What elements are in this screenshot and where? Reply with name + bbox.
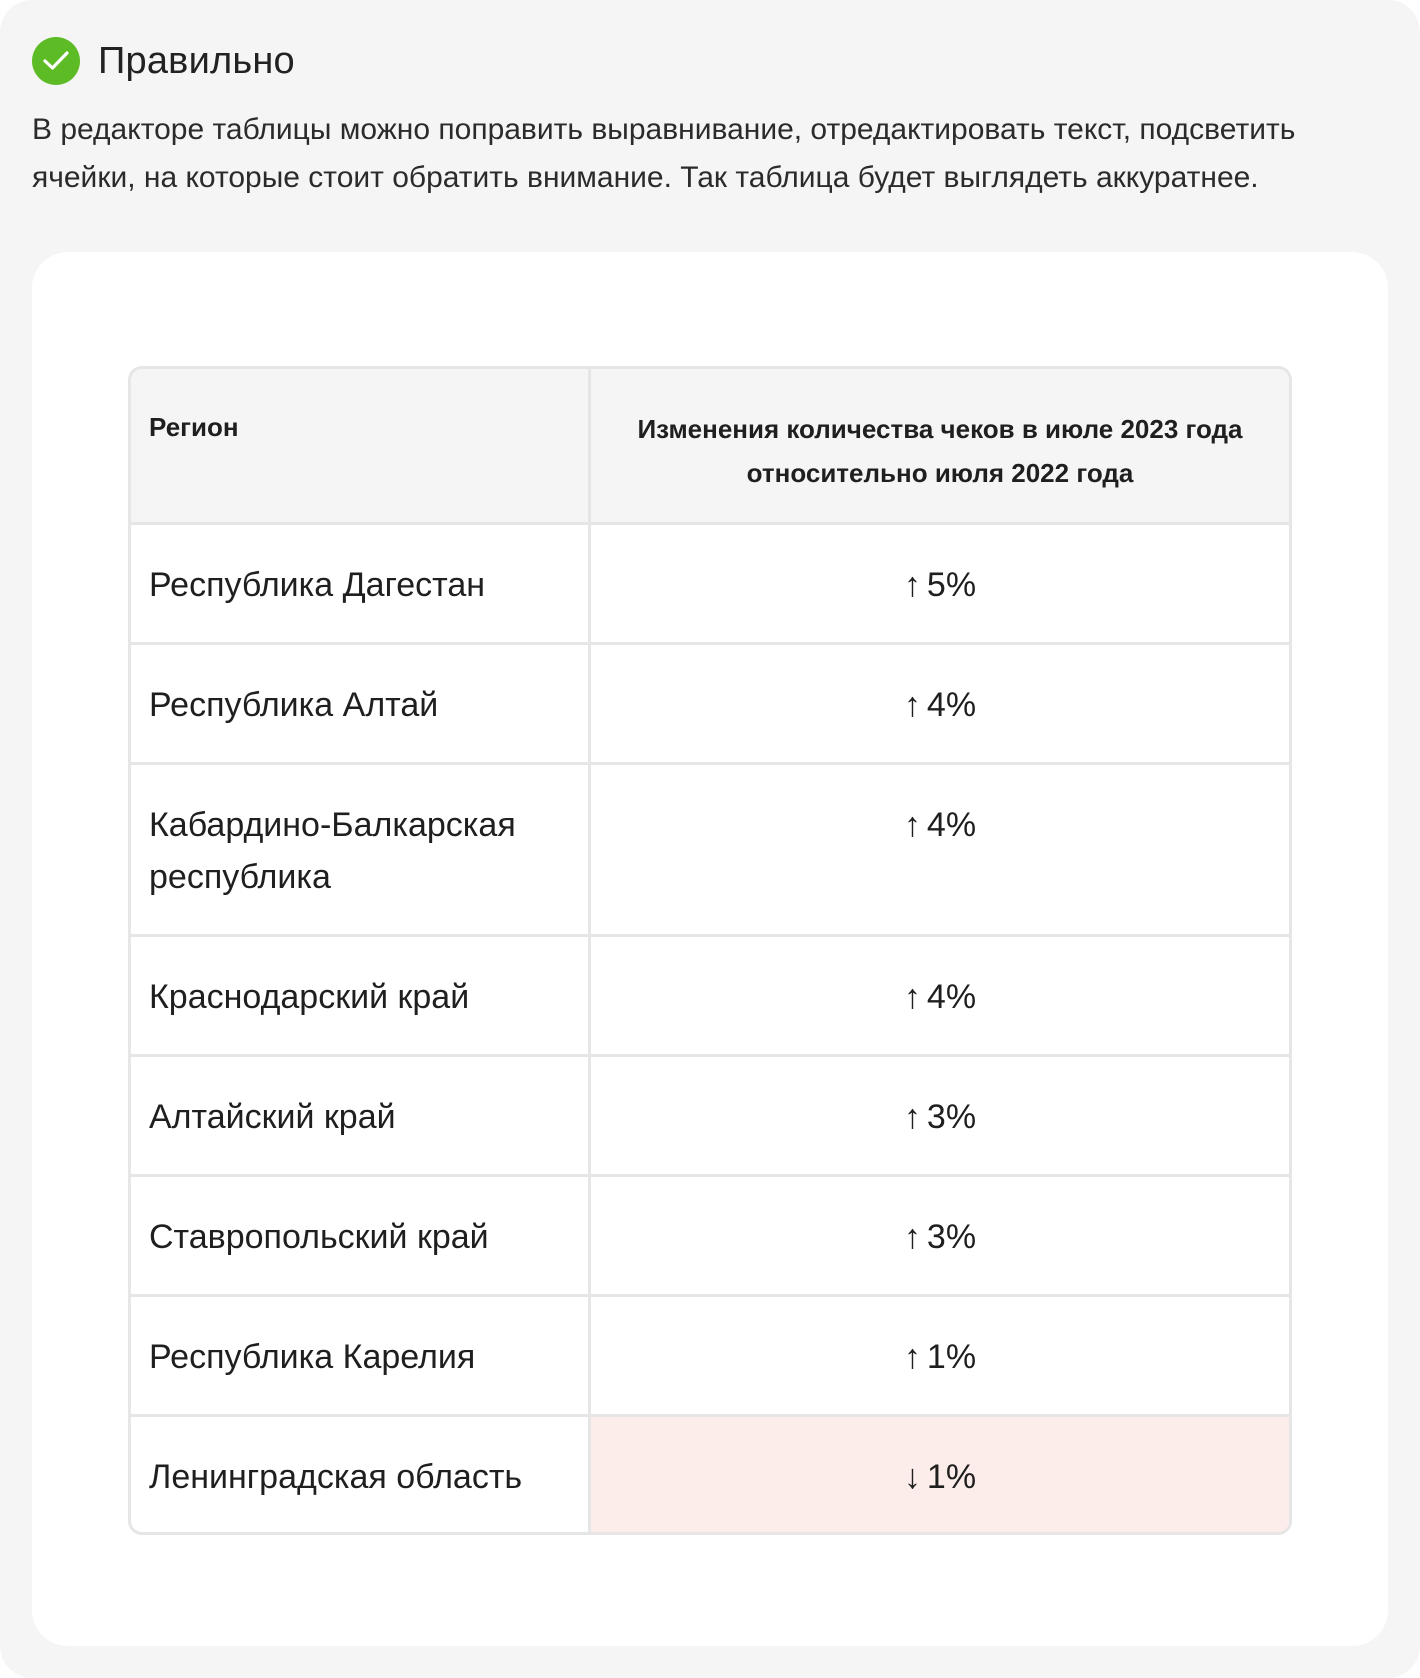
- table-row: [131, 1294, 1289, 1414]
- table-row: [131, 934, 1289, 1054]
- change-value: 3%: [926, 1098, 977, 1136]
- change-cell: [591, 937, 1289, 1054]
- change-cell: [591, 645, 1289, 762]
- table-row: [131, 642, 1289, 762]
- arrow-up-icon: ↑: [903, 1098, 921, 1136]
- header-title: Правильно: [98, 39, 295, 82]
- arrow-up-icon: ↑: [903, 1218, 921, 1256]
- header: [32, 37, 295, 85]
- table-header-row: [131, 369, 1289, 522]
- arrow-down-icon: ↓: [903, 1458, 921, 1496]
- highlighted-change-cell: [591, 1417, 1289, 1532]
- region-cell: Республика Карелия: [131, 1297, 591, 1414]
- arrow-up-icon: ↑: [903, 566, 921, 604]
- table-row: [131, 522, 1289, 642]
- data-table: [128, 366, 1292, 1535]
- region-cell: Республика Дагестан: [131, 525, 591, 642]
- region-cell: Ленинградская область: [131, 1417, 591, 1532]
- table-card: [32, 252, 1388, 1646]
- region-cell: Краснодарский край: [131, 937, 591, 1054]
- change-cell: [591, 1057, 1289, 1174]
- region-cell: Алтайский край: [131, 1057, 591, 1174]
- change-cell: [591, 525, 1289, 642]
- arrow-up-icon: ↑: [903, 1338, 921, 1376]
- change-cell: [591, 1177, 1289, 1294]
- arrow-up-icon: ↑: [903, 806, 921, 844]
- check-circle-icon: [32, 37, 80, 85]
- arrow-up-icon: ↑: [903, 978, 921, 1016]
- arrow-up-icon: ↑: [903, 686, 921, 724]
- change-cell: [591, 765, 1289, 934]
- column-header-region: Регион: [131, 369, 591, 522]
- table-row: [131, 762, 1289, 934]
- change-value: 5%: [926, 566, 977, 604]
- description: В редакторе таблицы можно поправить выравнивание, отредактировать текст, подсветить ячейки, на которые стоит обратить внимание. Так таблица будет выглядеть аккуратнее.: [32, 113, 1296, 194]
- change-value: 1%: [926, 1338, 977, 1376]
- change-value: 4%: [926, 686, 977, 724]
- table-row: [131, 1054, 1289, 1174]
- column-header-change: Изменения количества чеков в июле 2023 года относительно июля 2022 года: [637, 414, 1243, 488]
- region-cell: Ставропольский край: [131, 1177, 591, 1294]
- change-value: 4%: [926, 978, 977, 1016]
- change-cell: [591, 1297, 1289, 1414]
- table-row: [131, 1174, 1289, 1294]
- region-cell: Республика Алтай: [131, 645, 591, 762]
- change-value: 1%: [926, 1458, 977, 1496]
- table-row: [131, 1414, 1289, 1532]
- change-value: 4%: [926, 806, 977, 844]
- region-cell: Кабардино-Балкарская республика: [131, 765, 591, 934]
- change-value: 3%: [926, 1218, 977, 1256]
